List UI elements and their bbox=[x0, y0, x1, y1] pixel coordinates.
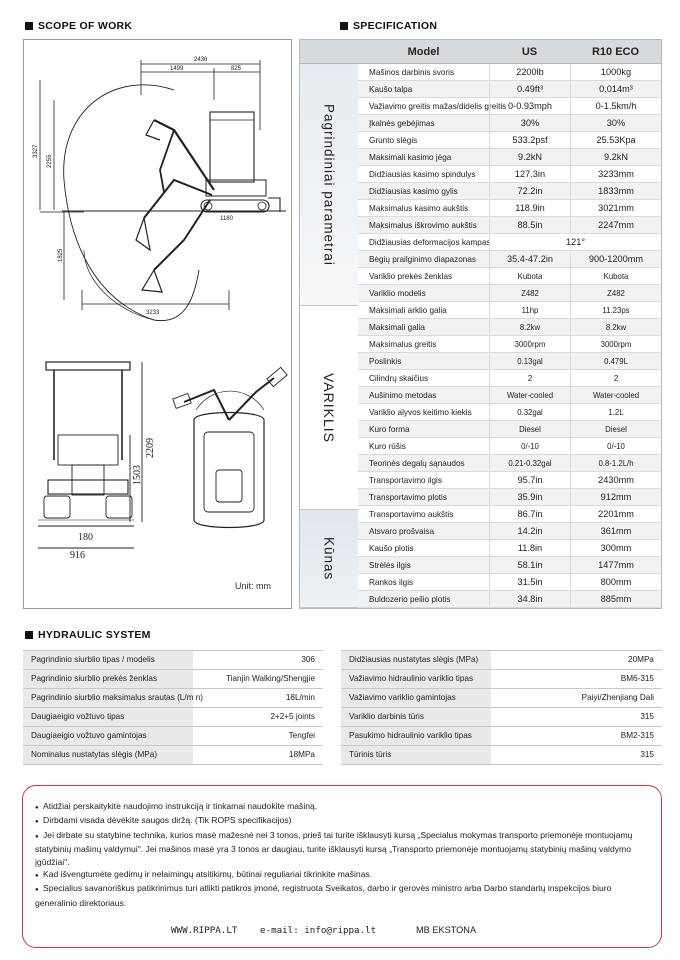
hydraulic-row-value: 20MPa bbox=[628, 655, 654, 664]
specification-heading bbox=[340, 20, 437, 32]
dim-2436: 2436 bbox=[194, 57, 208, 63]
spec-row bbox=[358, 591, 661, 608]
hydraulic-row bbox=[23, 651, 323, 670]
spec-row-value-eco: 912mm bbox=[570, 489, 661, 506]
spec-row-name: Grunto slėgis bbox=[369, 136, 418, 145]
spec-row-value-us: 35.4-47.2in bbox=[489, 251, 570, 268]
hydraulic-row-label: Pagrindinio siurblio maksimalus srautas (L/m n) bbox=[23, 689, 193, 707]
scope-heading-text: SCOPE OF WORK bbox=[38, 20, 133, 32]
note-item bbox=[35, 829, 650, 868]
hydraulic-row-label: Variklio darbinis tūris bbox=[341, 708, 491, 726]
spec-row bbox=[358, 353, 661, 370]
spec-row-name: Transportavimo plotis bbox=[369, 493, 447, 502]
spec-row-name: Važiavimo greitis mažas/didelis greitis bbox=[369, 102, 507, 111]
hydraulic-row bbox=[23, 670, 323, 689]
spec-row-name: Įkalnės gebėjimas bbox=[369, 119, 435, 128]
spec-row-value-eco: 900-1200mm bbox=[570, 251, 661, 268]
spec-row-value-us: 11.8in bbox=[489, 540, 570, 557]
spec-row-name: Maksimalus iškrovimo aukštis bbox=[369, 221, 477, 230]
spec-row-name: Kaušo plotis bbox=[369, 544, 414, 553]
dim-2255: 2255 bbox=[47, 154, 53, 168]
hydraulic-row bbox=[23, 689, 323, 708]
spec-row bbox=[358, 387, 661, 404]
spec-row bbox=[358, 523, 661, 540]
spec-row-value-us: Z482 bbox=[489, 285, 570, 302]
hydraulic-row bbox=[341, 689, 662, 708]
spec-row bbox=[358, 98, 661, 115]
hydraulic-row bbox=[341, 651, 662, 670]
spec-row-value-eco: 300mm bbox=[570, 540, 661, 557]
hydraulic-row bbox=[23, 727, 323, 746]
notes-box bbox=[22, 785, 662, 948]
spec-row-name: Strėlės ilgis bbox=[369, 561, 411, 570]
spec-row-value-eco: 0.014m³ bbox=[570, 81, 661, 98]
spec-row-value-us: 31.5in bbox=[489, 574, 570, 591]
excavator-dimension-drawing bbox=[24, 40, 293, 610]
spec-row-value-eco: 25.53Kpa bbox=[570, 132, 661, 149]
spec-row-name: Maksimali galia bbox=[369, 323, 425, 332]
dim-825: 825 bbox=[231, 66, 242, 72]
spec-row-value-eco: 2430mm bbox=[570, 472, 661, 489]
notes-list bbox=[35, 800, 650, 909]
spec-row-value-eco: 30% bbox=[570, 115, 661, 132]
spec-row-name: Transportavimo ilgis bbox=[369, 476, 442, 485]
hydraulic-row-label: Važiavimo variklio gamintojas bbox=[341, 689, 491, 707]
hydraulic-row bbox=[23, 746, 323, 765]
spec-row-name: Maksimali kasimo jėga bbox=[369, 153, 452, 162]
bullet-icon: ● bbox=[35, 805, 39, 811]
spec-header-row bbox=[300, 40, 661, 64]
spec-row bbox=[358, 166, 661, 183]
spec-row bbox=[358, 302, 661, 319]
spec-row bbox=[358, 574, 661, 591]
spec-row-name: Maksimalus greitis bbox=[369, 340, 437, 349]
spec-row-name: Kuro forma bbox=[369, 425, 410, 434]
hydraulic-row-value: 306 bbox=[301, 655, 315, 664]
note-item bbox=[35, 800, 650, 814]
hydraulic-heading bbox=[25, 629, 151, 641]
header-us: US bbox=[521, 46, 538, 58]
hydraulic-table-right bbox=[341, 650, 662, 765]
spec-row-name: Kuro rūšis bbox=[369, 442, 406, 451]
spec-row-value-eco: 1477mm bbox=[570, 557, 661, 574]
heading-square-icon bbox=[25, 22, 33, 30]
spec-row-value-eco: 11.23ps bbox=[570, 302, 661, 319]
spec-row bbox=[358, 268, 661, 285]
heading-square-icon bbox=[25, 631, 33, 639]
spec-row-value-eco: 8.2kw bbox=[570, 319, 661, 336]
spec-row-name: Rankos ilgis bbox=[369, 578, 414, 587]
spec-row-name: Variklio modelis bbox=[369, 289, 426, 298]
hydraulic-row-label: Važiavimo hidraulinio variklio tipas bbox=[341, 670, 491, 688]
spec-row-value-eco: Z482 bbox=[570, 285, 661, 302]
spec-row bbox=[358, 336, 661, 353]
bullet-icon: ● bbox=[35, 887, 39, 894]
hydraulic-heading-text: HYDRAULIC SYSTEM bbox=[38, 629, 151, 641]
spec-row bbox=[358, 251, 661, 268]
note-text: Dirbdami visada dėvėkite saugos diržą. (Tik ROPS specifikacijos) bbox=[43, 815, 292, 826]
dim-1499: 1499 bbox=[170, 66, 184, 72]
spec-row-value-us: 0.49ft³ bbox=[489, 81, 570, 98]
note-text: Specialius savanoriškus patikrinimus turi atlikti patikros įmonė, registruota Sveikatos, darbo ir gerovės ministro arba Darbo standartų inspekcijos biuro generalinio direktoriaus. bbox=[35, 883, 612, 908]
spec-row-name: Buldozerio peilio plotis bbox=[369, 595, 451, 604]
specification-table bbox=[299, 39, 662, 609]
spec-row-value-us: 88.5in bbox=[489, 217, 570, 234]
hydraulic-row-label: Pasukimo hidraulinio variklio tipas bbox=[341, 727, 491, 745]
spec-row-value-us: 95.7in bbox=[489, 472, 570, 489]
dim-3233: 3233 bbox=[146, 310, 160, 316]
heading-square-icon bbox=[340, 22, 348, 30]
spec-row bbox=[358, 506, 661, 523]
note-text: Jei dirbate su statybine technika, kurios masė mažesnė nei 3 tonos, prieš tai turite išklausyti kursą „Specialus mokymas transporto priemonėje montuojamų statybinių mašinų valdymui". Jei mašinos masė yra 3 tonos ar daugiau, turite išklausyti kursą „Transporto priemonėje montuojamų statybinių mašinų valdymo įgūdžiai". bbox=[35, 829, 633, 867]
spec-row-name: Maksimalus kasimo aukštis bbox=[369, 204, 469, 213]
spec-row-value-eco: 0.479L bbox=[570, 353, 661, 370]
spec-row bbox=[358, 319, 661, 336]
spec-row-name: Transportavimo aukštis bbox=[369, 510, 454, 519]
spec-row-value-us: 118.9in bbox=[489, 200, 570, 217]
spec-row-value-eco: 2 bbox=[570, 370, 661, 387]
spec-row-value-us: 0.21-0.32gal bbox=[489, 455, 570, 472]
hydraulic-row-value: 315 bbox=[640, 750, 654, 759]
spec-row-value-us: 2200lb bbox=[489, 64, 570, 81]
hydraulic-row-value: 18MPa bbox=[289, 750, 315, 759]
spec-row-value-us: 9.2kN bbox=[489, 149, 570, 166]
spec-row-value-eco: 1.2L bbox=[570, 404, 661, 421]
dim-1180: 1180 bbox=[220, 216, 233, 222]
spec-row-value-eco: Diesel bbox=[570, 421, 661, 438]
spec-row-value-us: 0.13gal bbox=[489, 353, 570, 370]
bullet-icon: ● bbox=[35, 833, 39, 840]
spec-row-name: Teorinės degalų sąnaudos bbox=[369, 459, 465, 468]
spec-row-value-eco: Kubota bbox=[570, 268, 661, 285]
spec-row bbox=[358, 540, 661, 557]
hydraulic-row-label: Daugiaeigio vožtuvo tipas bbox=[23, 708, 193, 726]
note-text: Kad išvengtumėte gedimų ir nelaimingų atsitikimų, būtinai reguliariai tikrinkite mašinas. bbox=[43, 869, 373, 880]
spec-row-value-us: 533.2psf bbox=[489, 132, 570, 149]
hydraulic-row-value: 18L/min bbox=[285, 693, 315, 702]
spec-row-value-us: 2 bbox=[489, 370, 570, 387]
spec-row bbox=[358, 81, 661, 98]
spec-heading-text: SPECIFICATION bbox=[353, 20, 438, 32]
spec-row-value-us: 11hp bbox=[489, 302, 570, 319]
spec-row-value-us: 127.3in bbox=[489, 166, 570, 183]
spec-row bbox=[358, 234, 661, 251]
group-label-main: Pagrindiniai parametrai bbox=[321, 103, 337, 266]
spec-row-value-eco: 3021mm bbox=[570, 200, 661, 217]
spec-row-value-us: 14.2in bbox=[489, 523, 570, 540]
spec-row-name: Didžiausias kasimo spindulys bbox=[369, 170, 476, 179]
dim-3327: 3327 bbox=[33, 144, 39, 158]
hydraulic-row-value: Paiyi/Zhenjiang Dali bbox=[581, 693, 654, 702]
spec-row-value-us: 30% bbox=[489, 115, 570, 132]
spec-row bbox=[358, 421, 661, 438]
hydraulic-row-label: Daugiaeigio vožtuvo gamintojas bbox=[23, 727, 193, 745]
spec-row-value-eco: 800mm bbox=[570, 574, 661, 591]
spec-row-name: Kaušo talpa bbox=[369, 85, 413, 94]
website-link[interactable]: WWW.RIPPA.LT bbox=[171, 925, 238, 936]
spec-row-value-us: 34.8in bbox=[489, 591, 570, 608]
hydraulic-row-value: Tianjin Walking/Shengjie bbox=[225, 674, 315, 683]
hydraulic-row-label: Didžiausias nustatytas slėgis (MPa) bbox=[341, 651, 491, 669]
spec-row bbox=[358, 404, 661, 421]
spec-row-value-us: 58.1in bbox=[489, 557, 570, 574]
spec-row bbox=[358, 370, 661, 387]
hydraulic-table-left bbox=[23, 650, 323, 765]
hydraulic-row bbox=[23, 708, 323, 727]
spec-row-value-us: Water-cooled bbox=[489, 387, 570, 404]
spec-row-name: Mašinos darbinis svoris bbox=[369, 68, 455, 77]
spec-row-value-eco: 361mm bbox=[570, 523, 661, 540]
spec-row-value-us: 0/-10 bbox=[489, 438, 570, 455]
group-label-engine: VARIKLIS bbox=[321, 372, 337, 443]
spec-row-value-eco: 2201mm bbox=[570, 506, 661, 523]
spec-row bbox=[358, 438, 661, 455]
spec-row-name: Cilindrų skaičius bbox=[369, 374, 429, 383]
spec-row-name: Variklio alyvos keitimo kiekis bbox=[369, 408, 472, 417]
spec-row-name: Aušinimo metodas bbox=[369, 391, 437, 400]
spec-row-name: Poslinkis bbox=[369, 357, 402, 366]
spec-row-name: Maksimali arklio galia bbox=[369, 306, 447, 315]
email-link[interactable]: e-mail: info@rippa.lt bbox=[260, 925, 377, 936]
spec-row bbox=[358, 64, 661, 81]
spec-row bbox=[358, 217, 661, 234]
company-name: MB EKSTONA bbox=[416, 925, 477, 935]
note-text: Atidžiai perskaitykite naudojimo instrukciją ir tinkamai naudokite mašiną. bbox=[43, 801, 318, 811]
dim-916: 916 bbox=[70, 550, 85, 561]
dim-180: 180 bbox=[78, 532, 93, 543]
bullet-icon: ● bbox=[35, 819, 39, 826]
hydraulic-row-label: Nominalus nustatytas slėgis (MPa) bbox=[23, 746, 193, 764]
group-body bbox=[300, 510, 358, 608]
spec-row bbox=[358, 285, 661, 302]
spec-row bbox=[358, 455, 661, 472]
spec-row bbox=[358, 557, 661, 574]
dim-2209: 2209 bbox=[145, 438, 156, 458]
spec-row-value-eco: 0.8-1.2L/h bbox=[570, 455, 661, 472]
spec-row-value-eco: 3233mm bbox=[570, 166, 661, 183]
spec-row bbox=[358, 472, 661, 489]
scope-of-work-drawing bbox=[23, 39, 292, 609]
hydraulic-row-label: Tūrinis tūris bbox=[341, 746, 491, 764]
spec-row-value-eco: Water-cooled bbox=[570, 387, 661, 404]
spec-row bbox=[358, 132, 661, 149]
hydraulic-row bbox=[341, 727, 662, 746]
spec-row-value-eco: 3000rpm bbox=[570, 336, 661, 353]
note-item bbox=[35, 814, 650, 828]
dim-1825: 1825 bbox=[58, 248, 64, 262]
hydraulic-row-value: 2+2+5 joints bbox=[270, 712, 315, 721]
spec-row-value-us: Kubota bbox=[489, 268, 570, 285]
group-label-body: Kūnas bbox=[321, 536, 337, 581]
note-item bbox=[35, 868, 650, 882]
spec-row-value-us: 86.7in bbox=[489, 506, 570, 523]
spec-row-name: Bėgių prailginimo diapazonas bbox=[369, 255, 476, 264]
hydraulic-row-value: BM6-315 bbox=[620, 674, 654, 683]
spec-row bbox=[358, 183, 661, 200]
spec-row-value-eco: 2247mm bbox=[570, 217, 661, 234]
dim-1503: 1503 bbox=[132, 465, 143, 485]
header-model: Model bbox=[407, 46, 440, 58]
spec-row bbox=[358, 115, 661, 132]
spec-row-name: Variklio prekės ženklas bbox=[369, 272, 453, 281]
hydraulic-row-value: Tengfei bbox=[288, 731, 315, 740]
spec-row-name: Atsvaro prošvaisa bbox=[369, 527, 435, 536]
spec-row-value-eco: 0-1.5km/h bbox=[570, 98, 661, 115]
hydraulic-row-label: Pagrindinio siurblio prekės ženklas bbox=[23, 670, 193, 688]
spec-row-name: Didžiausias kasimo gylis bbox=[369, 187, 458, 196]
spec-rows bbox=[358, 64, 661, 608]
hydraulic-row-label: Pagrindinio siurblio tipas / modelis bbox=[23, 651, 193, 669]
spec-row-value-eco: 0/-10 bbox=[570, 438, 661, 455]
spec-row-name: Didžiausias deformacijos kampas bbox=[369, 238, 491, 247]
scope-of-work-heading bbox=[25, 20, 132, 32]
spec-row-value-eco: 885mm bbox=[570, 591, 661, 608]
group-engine bbox=[300, 306, 358, 510]
spec-row-value-us: 3000rpm bbox=[489, 336, 570, 353]
spec-row-value-us: 72.2in bbox=[489, 183, 570, 200]
spec-row bbox=[358, 489, 661, 506]
hydraulic-row bbox=[341, 746, 662, 765]
spec-row-value-us: 8.2kw bbox=[489, 319, 570, 336]
spec-row-value-us: 35.9in bbox=[489, 489, 570, 506]
spec-row-value-us: 0-0.93mph bbox=[489, 98, 570, 115]
spec-row-value-merged: 121° bbox=[489, 234, 661, 251]
group-main-parameters bbox=[300, 64, 358, 306]
unit-note: Unit: mm bbox=[235, 581, 271, 591]
hydraulic-row-value: 315 bbox=[640, 712, 654, 721]
spec-row-value-eco: 1000kg bbox=[570, 64, 661, 81]
hydraulic-row-value: BM2-315 bbox=[620, 731, 654, 740]
spec-row-value-eco: 9.2kN bbox=[570, 149, 661, 166]
spec-row-value-us: 0.32gal bbox=[489, 404, 570, 421]
spec-row bbox=[358, 149, 661, 166]
bullet-icon: ● bbox=[35, 873, 39, 880]
note-item bbox=[35, 882, 650, 909]
hydraulic-row bbox=[341, 670, 662, 689]
header-r10-eco: R10 ECO bbox=[591, 46, 640, 58]
spec-row-value-us: Diesel bbox=[489, 421, 570, 438]
spec-row-value-eco: 1833mm bbox=[570, 183, 661, 200]
spec-row bbox=[358, 200, 661, 217]
hydraulic-row bbox=[341, 708, 662, 727]
